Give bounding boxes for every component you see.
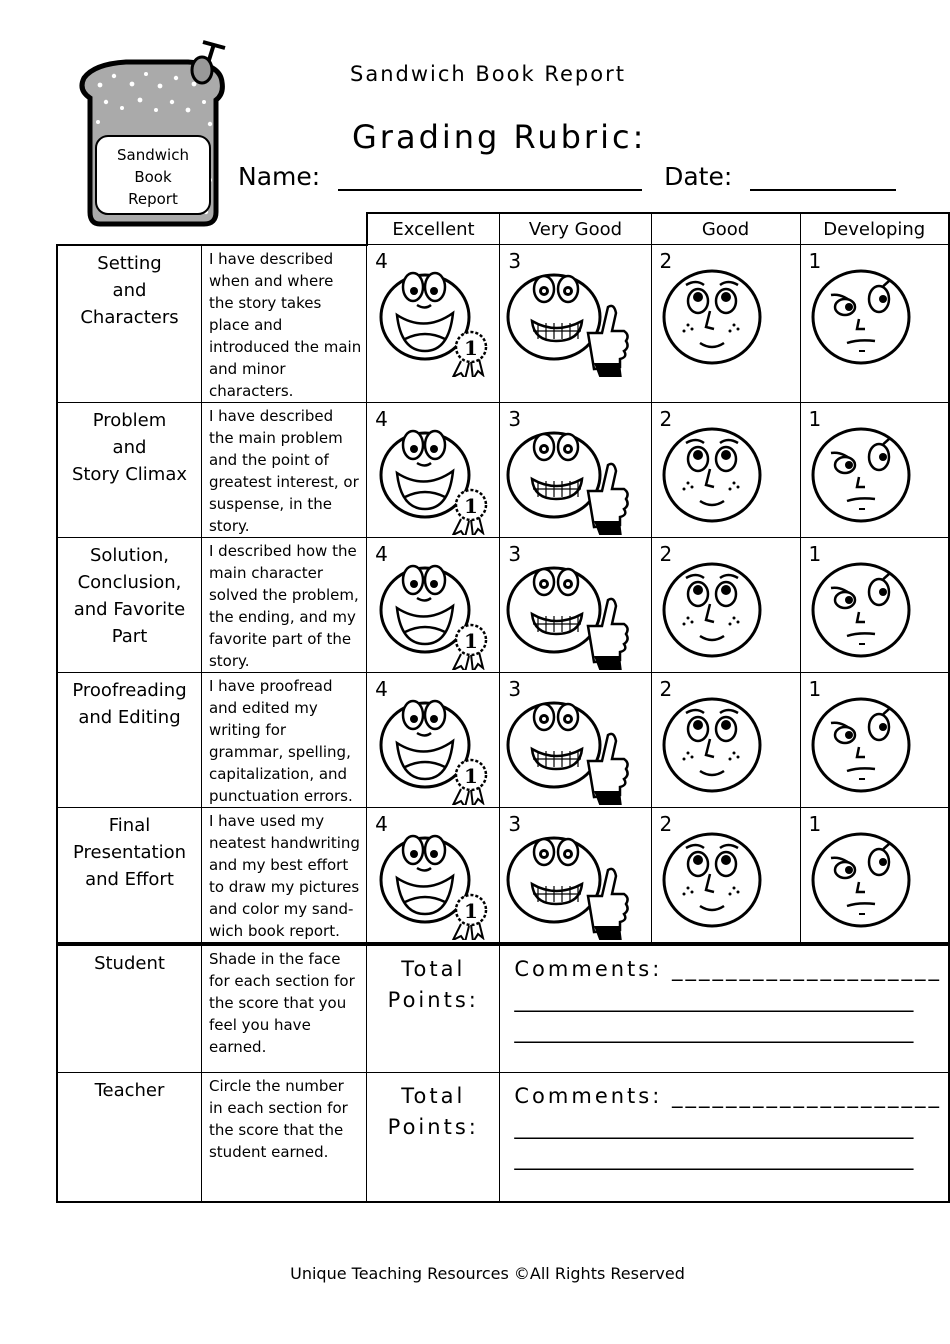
- assessor-role: Student: [57, 944, 201, 1073]
- criterion-description: I have used my neatest handwriting and my best effort to draw my pictures and color my sand-wich book report.: [201, 807, 366, 944]
- score-number[interactable]: 1: [808, 676, 822, 701]
- footer-copyright: Unique Teaching Resources ©All Rights Reserved: [290, 1264, 685, 1283]
- criterion-line: and: [112, 436, 147, 458]
- criterion-line: Part: [111, 625, 148, 647]
- score-number[interactable]: 4: [375, 811, 388, 836]
- determined-face-icon[interactable]: [803, 683, 931, 805]
- criterion-label: [57, 537, 201, 672]
- comments-area[interactable]: [500, 1072, 949, 1202]
- score-cell[interactable]: [651, 245, 800, 403]
- olive-icon: [192, 57, 212, 83]
- hopeful-face-icon[interactable]: [654, 255, 782, 377]
- determined-face-icon[interactable]: [803, 255, 931, 377]
- comments-line[interactable]: ______________________________________: [514, 1114, 914, 1139]
- score-number[interactable]: 1: [808, 541, 822, 566]
- score-cell[interactable]: [651, 672, 800, 807]
- criterion-line: and Editing: [78, 706, 181, 728]
- score-cell[interactable]: [800, 537, 949, 672]
- score-number[interactable]: 4: [375, 406, 388, 431]
- criterion-line: Proofreading: [72, 679, 187, 701]
- assessor-instruction: Circle the number in each section for the score that the student earned.: [201, 1072, 366, 1202]
- criterion-label: [57, 245, 201, 403]
- total-points[interactable]: [367, 1072, 500, 1202]
- criterion-description: I have described when and where the story takes place and introduced the main and minor characters.: [201, 245, 366, 403]
- thumbs-up-face-icon[interactable]: [502, 255, 630, 377]
- rubric-row: [57, 537, 949, 672]
- score-number[interactable]: 4: [375, 541, 388, 566]
- score-cell[interactable]: [800, 672, 949, 807]
- total-points-label: Points:: [387, 1114, 479, 1139]
- score-number[interactable]: 2: [659, 811, 673, 836]
- rubric-table: [56, 212, 950, 1203]
- score-cell[interactable]: [500, 245, 651, 403]
- total-points-label: Points:: [387, 987, 479, 1012]
- criterion-description: I described how the main character solved the problem, the ending, and my favorite part of the story.: [201, 537, 366, 672]
- rubric-row: [57, 807, 949, 944]
- score-cell[interactable]: [367, 537, 500, 672]
- score-number[interactable]: 3: [508, 676, 522, 701]
- assessor-instruction: Shade in the face for each section for the score that you feel you have earned.: [201, 944, 366, 1073]
- criterion-line: Conclusion,: [77, 571, 182, 593]
- criterion-line: Story Climax: [71, 463, 188, 485]
- score-number[interactable]: 2: [659, 249, 673, 273]
- excited-face-icon[interactable]: [369, 683, 497, 805]
- criterion-label: [57, 672, 201, 807]
- logo-line-1: Sandwich: [117, 146, 189, 164]
- criterion-description: I have proofread and edited my writing for grammar, spelling, capitalization, and punctuation errors.: [201, 672, 366, 807]
- score-cell[interactable]: [651, 537, 800, 672]
- criterion-line: and Favorite: [73, 598, 186, 620]
- criterion-label: [57, 807, 201, 944]
- score-number[interactable]: 1: [808, 249, 822, 273]
- thumbs-up-face-icon[interactable]: [502, 683, 630, 805]
- score-cell[interactable]: [500, 537, 651, 672]
- svg-text:1: 1: [464, 763, 479, 788]
- excited-face-icon[interactable]: [369, 818, 497, 940]
- score-cell[interactable]: [800, 402, 949, 537]
- logo-line-2: Book: [134, 168, 172, 186]
- score-cell[interactable]: [367, 672, 500, 807]
- score-cell[interactable]: [651, 402, 800, 537]
- score-cell[interactable]: [367, 807, 500, 944]
- score-cell[interactable]: [800, 245, 949, 403]
- criterion-line: and: [112, 279, 147, 301]
- score-number[interactable]: 4: [375, 676, 388, 701]
- hopeful-face-icon[interactable]: [654, 548, 782, 670]
- comments-label: Comments:: [514, 1083, 663, 1108]
- comments-line[interactable]: ______________________________________: [514, 1145, 914, 1170]
- date-label: Date:: [664, 162, 733, 191]
- comments-line[interactable]: ______________________________________: [514, 987, 914, 1012]
- score-number[interactable]: 3: [508, 249, 522, 273]
- comments-line[interactable]: ______________________________________: [514, 1018, 914, 1043]
- determined-face-icon[interactable]: [803, 818, 931, 940]
- svg-text:1: 1: [464, 493, 479, 518]
- page-title: Grading Rubric:: [352, 118, 647, 156]
- hopeful-face-icon[interactable]: [654, 413, 782, 535]
- assessment-row: [57, 1072, 949, 1202]
- comments-label: Comments:: [514, 956, 663, 981]
- svg-text:1: 1: [464, 898, 479, 923]
- subtitle: Sandwich Book Report: [350, 62, 626, 86]
- criterion-line: Setting: [97, 252, 162, 274]
- excited-face-icon[interactable]: [369, 255, 497, 377]
- comments-line[interactable]: ____________________: [662, 956, 942, 981]
- score-cell[interactable]: [367, 402, 500, 537]
- svg-text:1: 1: [464, 628, 479, 653]
- hopeful-face-icon[interactable]: [654, 683, 782, 805]
- column-very-good: Very Good: [500, 213, 651, 245]
- thumbs-up-face-icon[interactable]: [502, 818, 630, 940]
- rubric-row: [57, 402, 949, 537]
- excited-face-icon[interactable]: [369, 548, 497, 670]
- score-number[interactable]: 1: [808, 406, 822, 431]
- column-excellent: Excellent: [367, 213, 500, 245]
- name-date-line: [238, 162, 896, 191]
- logo-line-3: Report: [128, 190, 178, 208]
- score-cell[interactable]: [800, 807, 949, 944]
- determined-face-icon[interactable]: [803, 548, 931, 670]
- criterion-label: [57, 402, 201, 537]
- score-cell[interactable]: [500, 672, 651, 807]
- determined-face-icon[interactable]: [803, 413, 931, 535]
- criterion-line: Final: [108, 814, 151, 836]
- score-number[interactable]: 1: [808, 811, 822, 836]
- score-cell[interactable]: [500, 807, 651, 944]
- total-points-label: Total: [401, 956, 466, 981]
- score-cell[interactable]: [367, 245, 500, 403]
- column-header-row: [57, 213, 949, 245]
- criterion-line: Problem: [92, 409, 167, 431]
- score-number[interactable]: 4: [375, 249, 388, 273]
- total-points-label: Total: [401, 1083, 466, 1108]
- column-good: Good: [651, 213, 800, 245]
- score-number[interactable]: 3: [508, 811, 522, 836]
- score-cell[interactable]: [651, 807, 800, 944]
- comments-area[interactable]: [500, 944, 949, 1073]
- date-field[interactable]: [750, 163, 896, 191]
- criterion-line: Solution,: [89, 544, 170, 566]
- criterion-description: I have described the main problem and the point of greatest interest, or suspense, in the story.: [201, 402, 366, 537]
- assessment-row: [57, 944, 949, 1073]
- criterion-line: Presentation: [72, 841, 187, 863]
- score-number[interactable]: 3: [508, 541, 522, 566]
- score-number[interactable]: 3: [508, 406, 522, 431]
- hopeful-face-icon[interactable]: [654, 818, 782, 940]
- sandwich-logo: [76, 40, 228, 230]
- total-points[interactable]: [367, 944, 500, 1073]
- score-cell[interactable]: [500, 402, 651, 537]
- excited-face-icon[interactable]: [369, 413, 497, 535]
- rubric-row: [57, 672, 949, 807]
- score-number[interactable]: 2: [659, 541, 673, 566]
- assessor-role: Teacher: [57, 1072, 201, 1202]
- score-number[interactable]: 2: [659, 406, 673, 431]
- comments-line[interactable]: ____________________: [662, 1083, 942, 1108]
- name-field[interactable]: [338, 163, 642, 191]
- column-developing: Developing: [800, 213, 949, 245]
- criterion-line: Characters: [80, 306, 179, 328]
- criterion-line: and Effort: [85, 868, 174, 890]
- svg-text:1: 1: [464, 336, 479, 360]
- thumbs-up-face-icon[interactable]: [502, 413, 630, 535]
- name-label: Name:: [238, 162, 321, 191]
- rubric-row: [57, 245, 949, 403]
- thumbs-up-face-icon[interactable]: [502, 548, 630, 670]
- score-number[interactable]: 2: [659, 676, 673, 701]
